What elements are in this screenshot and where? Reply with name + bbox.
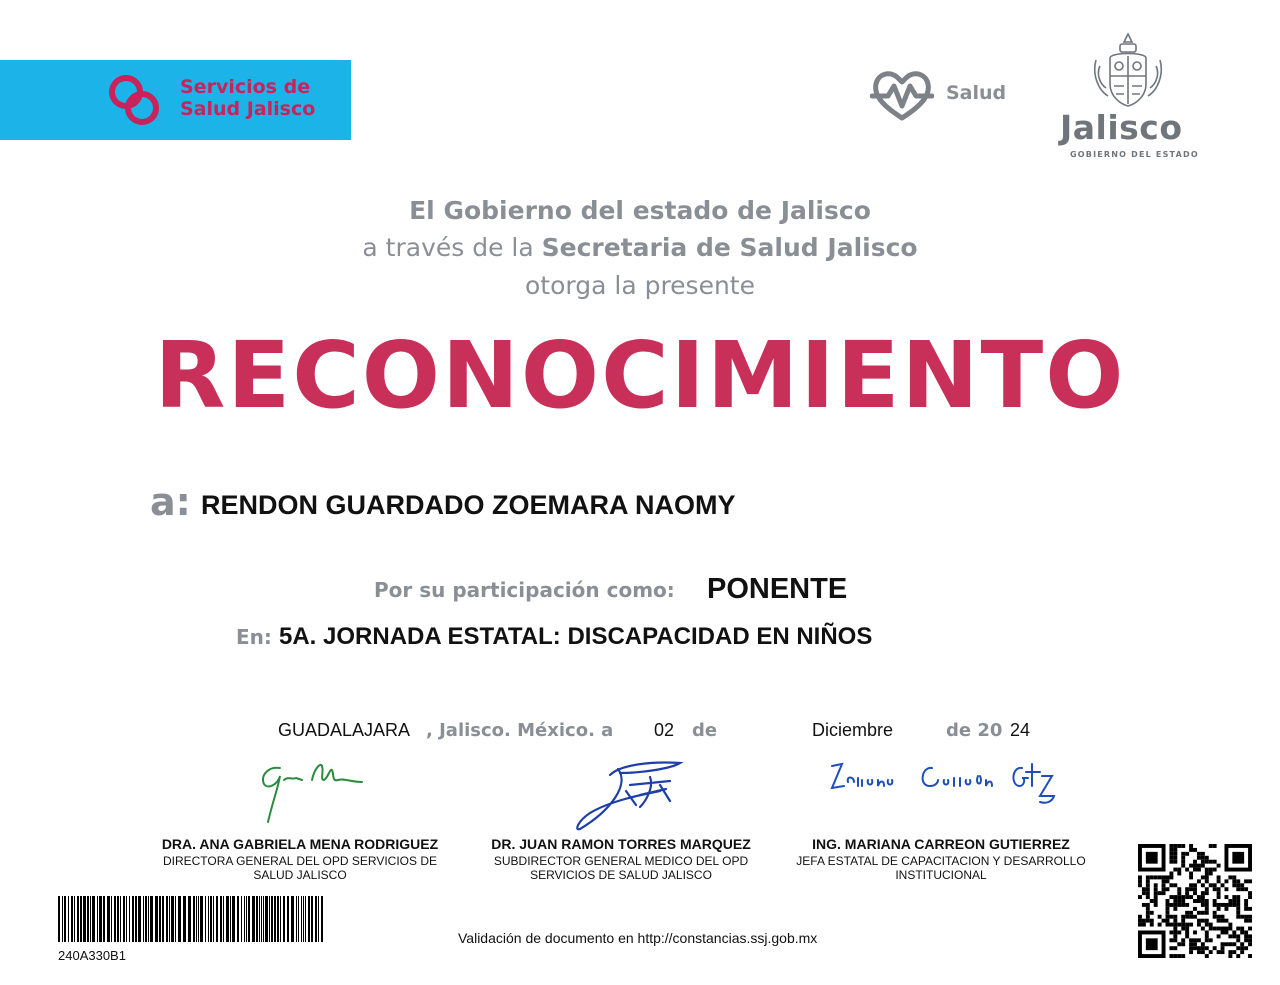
ssj-logo-icon [104,70,164,130]
intro-line-2 [0,233,1280,262]
salud-heart-icon [870,68,934,122]
signature-3 [826,756,1062,810]
intro-line-2-bold: Secretaria de Salud Jalisco [541,233,918,262]
signer-2-name: DR. JUAN RAMON TORRES MARQUEZ [491,836,751,852]
ssj-wordmark-line2: Salud Jalisco [180,98,316,120]
signer-3-name: ING. MARIANA CARREON GUTIERREZ [812,836,1070,852]
participation-label: Por su participación como: [374,578,675,602]
date-city: GUADALAJARA [278,720,411,740]
event-name: 5A. JORNADA ESTATAL: DISCAPACIDAD EN NIÑOS [279,623,873,650]
validation-text: Validación de documento en http://constancias.ssj.gob.mx [458,930,818,946]
signer-2 [462,836,780,882]
signer-3-position: JEFA ESTATAL DE CAPACITACION Y DESARROLLO INSTITUCIONAL [796,854,1086,882]
intro-line-3: otorga la presente [525,271,755,300]
signer-3 [786,836,1096,882]
intro-line-1: El Gobierno del estado de Jalisco [409,196,871,225]
barcode-icon [58,896,326,942]
signer-1 [150,836,450,882]
gobierno-label: GOBIERNO DEL ESTADO [1070,150,1199,159]
signature-2 [570,755,695,835]
date-year: 24 [1010,720,1031,740]
recipient-name: RENDON GUARDADO ZOEMARA NAOMY [201,490,736,520]
participation-role: PONENTE [707,573,848,605]
date-de-2: de 20 [946,720,1003,741]
folio-number: 240A330B1 [58,948,126,963]
signer-2-position: SUBDIRECTOR GENERAL MEDICO DEL OPD SERVICIOS DE SALUD JALISCO [493,854,749,882]
salud-label: Salud [946,82,1007,104]
jalisco-crest-icon [1090,30,1166,110]
date-state: , Jalisco. México. a [426,720,614,741]
signature-1 [250,758,370,828]
ssj-wordmark [180,76,315,120]
intro-line-2-prefix: a través de la [362,233,542,262]
date-de-1: de [692,720,718,741]
signer-1-name: DRA. ANA GABRIELA MENA RODRIGUEZ [161,836,439,852]
event-label: En: [236,625,272,649]
recipient-label: a: [150,480,191,524]
jalisco-wordmark: Jalisco [1060,108,1183,147]
ssj-wordmark-line1: Servicios de [180,76,311,98]
date-month: Diciembre [812,720,894,740]
qr-code-icon[interactable] [1138,844,1252,958]
signer-1-position: DIRECTORA GENERAL DEL OPD SERVICIOS DE SALUD JALISCO [162,854,438,882]
certificate-title: RECONOCIMIENTO [154,322,1126,429]
date-day: 02 [654,720,675,740]
